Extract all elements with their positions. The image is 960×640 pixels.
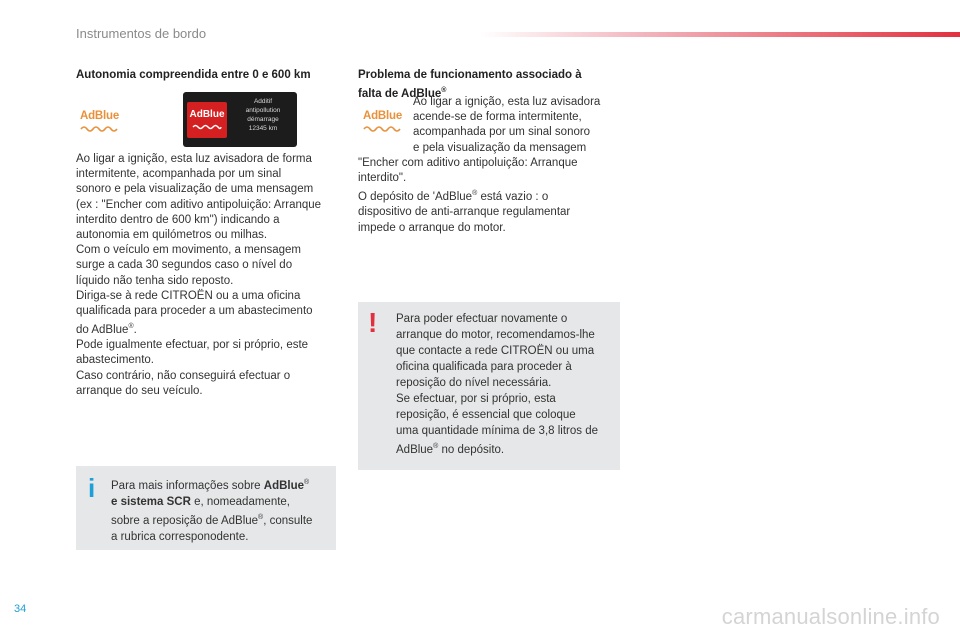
adblue-icon-label: AdBlue	[80, 110, 120, 122]
text-line	[76, 319, 346, 338]
text-line: Ao ligar a ignição, esta luz avisadora	[413, 96, 601, 108]
text-span: no depósito.	[438, 443, 505, 456]
text-span: AdBlue	[396, 443, 434, 456]
text-line: a rubrica corresponodente.	[111, 530, 249, 543]
text-line: acende-se de forma intermitente,	[413, 111, 582, 124]
text-span: está vazio : o	[477, 191, 549, 204]
text-line: acompanhada por um sinal sonoro	[413, 126, 591, 139]
registered-mark: ®	[472, 190, 478, 198]
text-line: dispositivo de anti-arranque regulamentar	[358, 206, 571, 219]
text-span: .	[133, 324, 137, 337]
text-line: "Encher com aditivo antipoluição: Arranque	[358, 157, 578, 169]
text-line: uma quantidade mínima de 3,8 litros de	[396, 425, 599, 437]
text-line: reposição do nível necessária.	[396, 377, 552, 389]
info-box	[76, 466, 336, 550]
text-span: O depósito de 'AdBlue	[358, 191, 473, 204]
display-badge-label: AdBlue	[189, 109, 225, 120]
registered-mark: ®	[441, 87, 447, 94]
registered-mark: ®	[433, 443, 439, 450]
text-line: oficina qualificada para proceder à	[396, 361, 572, 373]
text-line: arranque do seu veículo.	[76, 384, 203, 397]
display-wave-icon	[192, 123, 222, 130]
malfunction-indent-text	[413, 95, 623, 156]
text-line: sonoro e pela visualização de uma mensagem	[76, 183, 314, 196]
text-line	[396, 439, 618, 458]
header-accent-bar	[480, 32, 960, 37]
text-line: e pela visualização da mensagem	[413, 141, 587, 154]
text-line: arranque do motor, recomendamos-lhe	[396, 329, 595, 341]
warning-box	[358, 302, 620, 470]
text-span: Para mais informações sobre	[111, 479, 264, 492]
info-box-text	[111, 475, 333, 545]
text-line: abastecimento.	[76, 354, 154, 367]
adblue-icon-label: AdBlue	[363, 110, 403, 122]
display-line: antipollution	[245, 107, 281, 114]
page-header-title: Instrumentos de bordo	[76, 26, 207, 41]
page-number: 34	[14, 603, 27, 615]
text-span: , consulte	[263, 514, 313, 527]
text-span: e, nomeadamente,	[190, 495, 290, 508]
text-line: Se efectuar, por si próprio, esta	[396, 393, 556, 405]
display-line: 12345 km	[248, 125, 278, 132]
text-line: líquido não tenha sido reposto.	[76, 274, 234, 287]
display-line: Additif	[253, 98, 273, 105]
wave-icon	[363, 124, 401, 132]
display-message	[231, 97, 295, 133]
warning-box-text	[396, 311, 618, 458]
display-line: démarrage	[247, 116, 279, 123]
text-line: que contacte a rede CITROËN ou uma	[396, 345, 595, 357]
text-span: sobre a reposição de AdBlue	[111, 514, 259, 527]
text-line	[111, 475, 333, 494]
malfunction-body-text	[358, 156, 620, 236]
display-adblue-badge	[187, 102, 227, 138]
info-icon: i	[88, 473, 96, 503]
bold-span: AdBlue	[263, 479, 305, 492]
registered-mark: ®	[128, 323, 134, 331]
text-line	[111, 510, 333, 529]
instrument-display-screen	[183, 92, 297, 147]
text-line: impede o arranque do motor.	[358, 221, 506, 234]
text-line	[358, 186, 620, 205]
text-line: autonomia em quilómetros ou milhas.	[76, 229, 268, 242]
text-line: Com o veículo em movimento, a mensagem	[76, 244, 301, 257]
heading-span: falta de AdBlue	[358, 87, 442, 100]
text-line: reposição, é essencial que coloque	[396, 409, 576, 421]
autonomy-body-text	[76, 152, 346, 399]
text-line: Pode igualmente efectuar, por si próprio, este	[76, 339, 309, 352]
text-line: interdito".	[358, 172, 407, 185]
text-line: surge a cada 30 segundos caso o nível do	[76, 259, 293, 272]
text-line: interdito dentro de 600 km") indicando a	[76, 213, 280, 226]
adblue-warning-icon	[80, 110, 122, 132]
text-line: qualificada para proceder a um abastecimento	[76, 305, 313, 318]
text-line	[111, 494, 333, 510]
registered-mark: ®	[258, 513, 264, 521]
text-line: Para poder efectuar novamente o	[396, 313, 568, 325]
text-line: (ex : "Encher com aditivo antipoluição: Arranque	[76, 198, 322, 211]
registered-mark: ®	[304, 479, 310, 486]
exclamation-icon: !	[368, 307, 378, 338]
text-line: intermitente, acompanhada por um sinal	[76, 168, 282, 181]
text-line: Ao ligar a ignição, esta luz avisadora de forma	[76, 153, 312, 165]
adblue-warning-icon	[363, 110, 405, 132]
text-span: do AdBlue	[76, 324, 129, 337]
section-heading-autonomy: Autonomia compreendida entre 0 e 600 km	[76, 69, 311, 81]
heading-line: Problema de funcionamento associado à	[358, 69, 582, 81]
text-line: Caso contrário, não conseguirá efectuar o	[76, 369, 291, 382]
bold-span: e sistema SCR	[111, 495, 191, 508]
wave-icon	[80, 124, 118, 132]
text-line: Diriga-se à rede CITROËN ou a uma oficina	[76, 289, 301, 302]
watermark: carmanualsonline.info	[721, 604, 940, 629]
